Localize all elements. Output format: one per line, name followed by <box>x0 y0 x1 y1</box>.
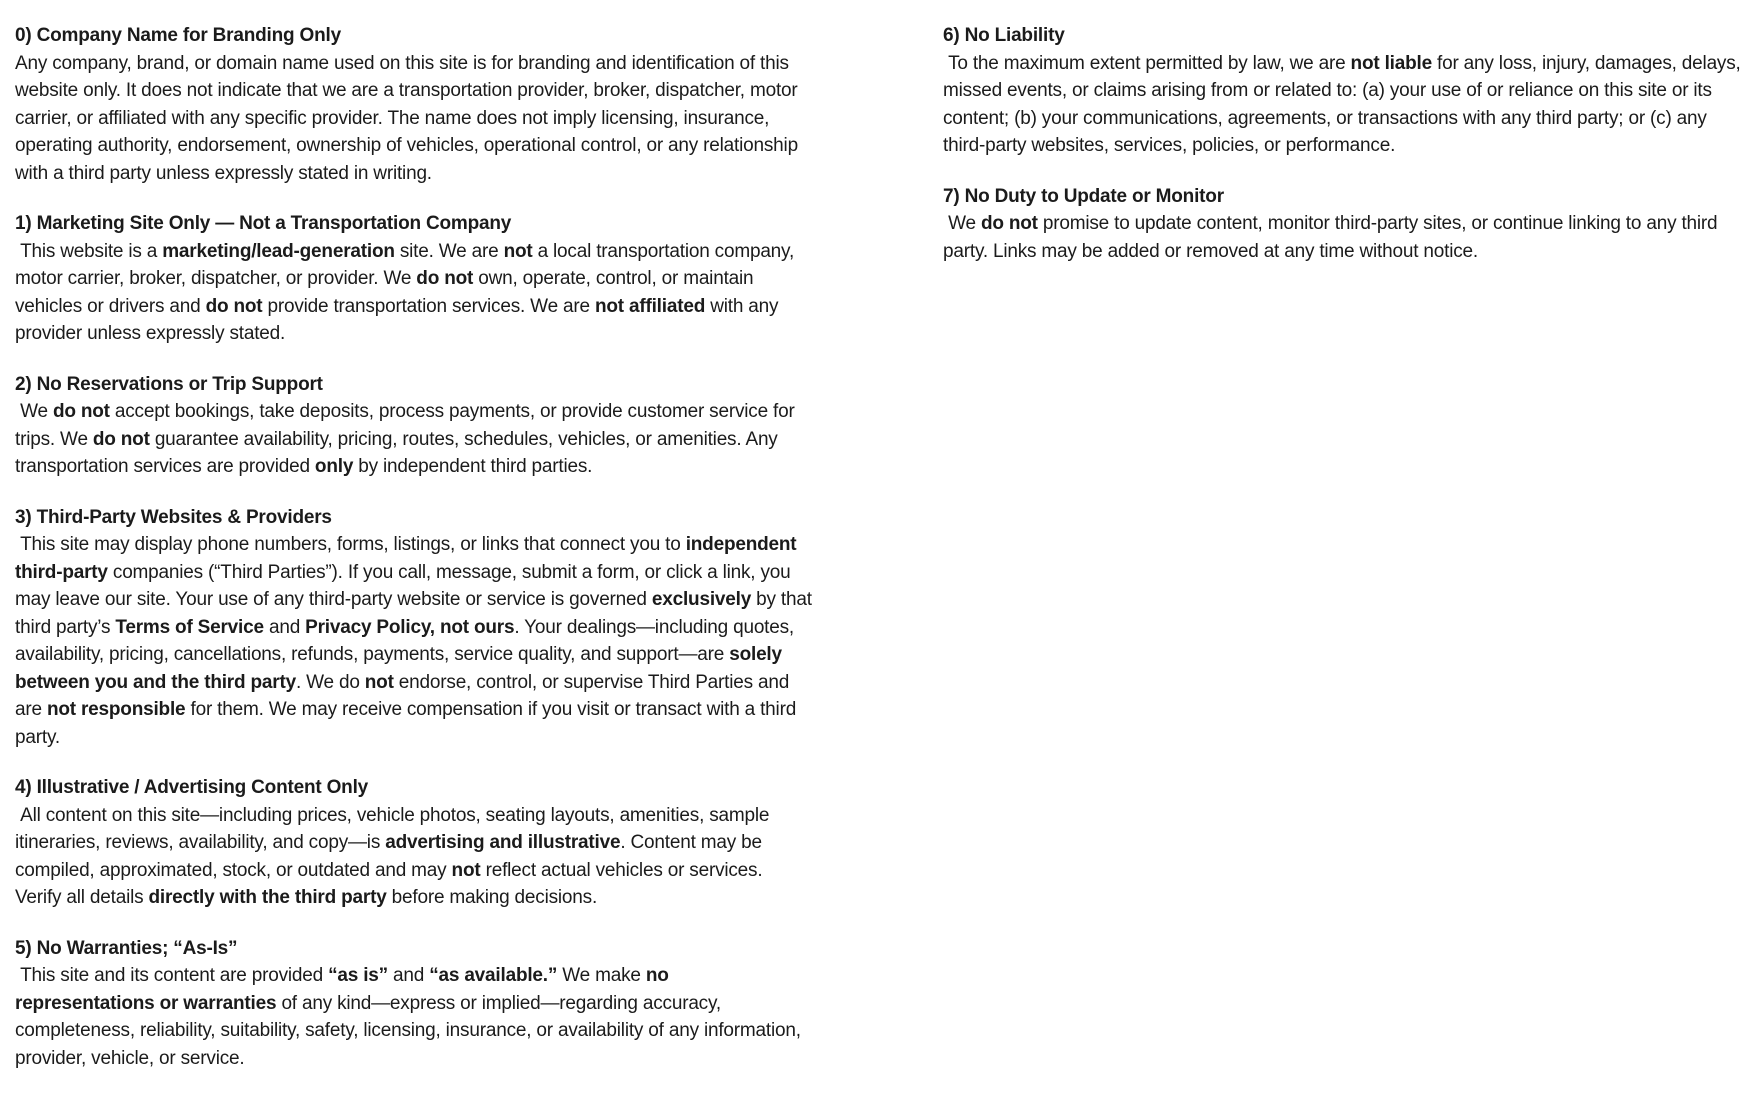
body-text: by that third party’s <box>15 589 817 638</box>
body-text: promise to update content, monitor third-party sites, or continue linking to any third party. Links may be added or removed at any time without notice. <box>943 213 1723 262</box>
bold-text: do not <box>980 213 1038 234</box>
body-text: All content on this site—including prices, vehicle photos, seating layouts, amenities, sample itineraries, reviews, availability, and copy—is <box>15 804 775 853</box>
bold-text: directly with the third party <box>148 887 387 908</box>
legal-section-4 <box>15 774 813 912</box>
body-text: . Your dealings—including quotes, availability, pricing, cancellations, refunds, payments, service quality, and support—are <box>15 616 800 665</box>
legal-section-0 <box>15 22 813 187</box>
section-body <box>15 531 817 751</box>
body-text: site. We are <box>394 240 504 262</box>
body-text: . Content may be compiled, approximated, stock, or outdated and may <box>15 832 767 881</box>
body-text: provide transportation services. We are <box>262 295 595 317</box>
body-text: of any kind—express or implied—regarding accuracy, completeness, reliability, suitability, safety, licensing, insurance, or availability of any information, provider, vehicle, or service. <box>15 992 806 1069</box>
bold-text: only <box>314 456 354 477</box>
bold-text: no representations or warranties <box>15 965 674 1014</box>
bold-text: Privacy Policy, not ours <box>305 616 515 638</box>
section-body <box>15 802 813 912</box>
bold-text: do not <box>416 268 474 289</box>
legal-section-6 <box>943 22 1746 160</box>
bold-text: not <box>451 859 481 881</box>
body-text: with any provider unless expressly stated. <box>15 295 784 344</box>
body-text: Any company, brand, or domain name used on this site is for branding and identification of this website only. It does not indicate that we are a transportation provider, broker, dispatcher, motor carrier, or affiliated with any specific provider. The name does not imply licensing, insurance, operating authority, endorsement, ownership of vehicles, operational control, or any relationship with a third party unless expressly stated in writing. <box>15 52 804 184</box>
section-body <box>15 50 813 188</box>
body-text: guarantee availability, pricing, routes, schedules, vehicles, or amenities. Any transportation services are provided <box>15 428 783 477</box>
bold-text: not affiliated <box>594 295 706 317</box>
bold-text: solely between you and the third party <box>15 644 787 693</box>
bold-text: “as available.” <box>429 965 558 986</box>
body-text: own, operate, control, or maintain vehicles or drivers and <box>15 268 759 317</box>
bold-text: do not <box>92 428 150 450</box>
section-body <box>15 398 813 481</box>
body-text: for any loss, injury, damages, delays, missed events, or claims arising from or related to: (a) your use of or reliance on this site or its content; (b) your communications, agreements, or transactions with any third party; or (c) any third-party websites, services, policies, or performance. <box>943 52 1746 156</box>
bold-text: marketing/lead-generation <box>162 240 395 262</box>
body-text: reflect actual vehicles or services. Verify all details <box>15 859 768 908</box>
body-text: and <box>263 616 306 638</box>
body-text: . We do <box>295 671 365 693</box>
bold-text: do not <box>52 401 110 422</box>
bold-text: not <box>503 240 533 262</box>
body-text: endorse, control, or supervise Third Parties and are <box>15 671 795 720</box>
body-text: This website is a <box>15 240 163 262</box>
bold-text: “as is” <box>328 965 388 986</box>
legal-section-3 <box>15 504 817 752</box>
body-text: We <box>943 213 981 234</box>
section-body <box>15 962 813 1072</box>
body-text: a local transportation company, motor carrier, broker, dispatcher, or provider. We <box>15 240 800 289</box>
legal-section-1 <box>15 210 813 348</box>
section-body <box>943 210 1741 265</box>
bold-text: exclusively <box>651 589 752 610</box>
body-text: We <box>15 401 53 422</box>
section-heading: 4) Illustrative / Advertising Content Only <box>15 777 369 798</box>
bold-text: do not <box>205 295 263 317</box>
bold-text: not responsible <box>46 699 186 720</box>
body-text: This site may display phone numbers, forms, listings, or links that connect you to <box>15 534 686 555</box>
bold-text: Terms of Service <box>115 616 264 638</box>
section-heading: 2) No Reservations or Trip Support <box>15 373 323 395</box>
section-body <box>943 50 1746 160</box>
section-body <box>15 238 813 348</box>
bold-text: advertising and illustrative <box>385 832 621 853</box>
bold-text: not liable <box>1350 52 1432 74</box>
section-heading: 0) Company Name for Branding Only <box>15 25 341 46</box>
section-heading: 6) No Liability <box>943 25 1065 46</box>
bold-text: independent third-party <box>15 534 802 583</box>
section-heading: 1) Marketing Site Only — Not a Transportation Company <box>15 213 512 234</box>
section-heading: 7) No Duty to Update or Monitor <box>943 185 1224 207</box>
body-text: This site and its content are provided <box>15 965 329 986</box>
legal-section-5 <box>15 935 813 1073</box>
body-text: by independent third parties. <box>353 456 593 477</box>
body-text: We make <box>557 965 646 986</box>
body-text: accept bookings, take deposits, process payments, or provide customer service for trips. We <box>15 401 800 450</box>
bold-text: not <box>364 671 394 693</box>
legal-section-2 <box>15 371 813 481</box>
body-text: and <box>387 965 430 986</box>
section-heading: 5) No Warranties; “As-Is” <box>15 937 238 959</box>
body-text: To the maximum extent permitted by law, we are <box>943 52 1351 74</box>
legal-section-7 <box>943 183 1741 266</box>
body-text: for them. We may receive compensation if you visit or transact with a third party. <box>15 699 802 748</box>
section-heading: 3) Third-Party Websites & Providers <box>15 506 332 528</box>
body-text: companies (“Third Parties”). If you call, message, submit a form, or click a link, you may leave our site. Your use of any third-party website or service is governed <box>15 561 796 610</box>
body-text: before making decisions. <box>386 887 598 908</box>
